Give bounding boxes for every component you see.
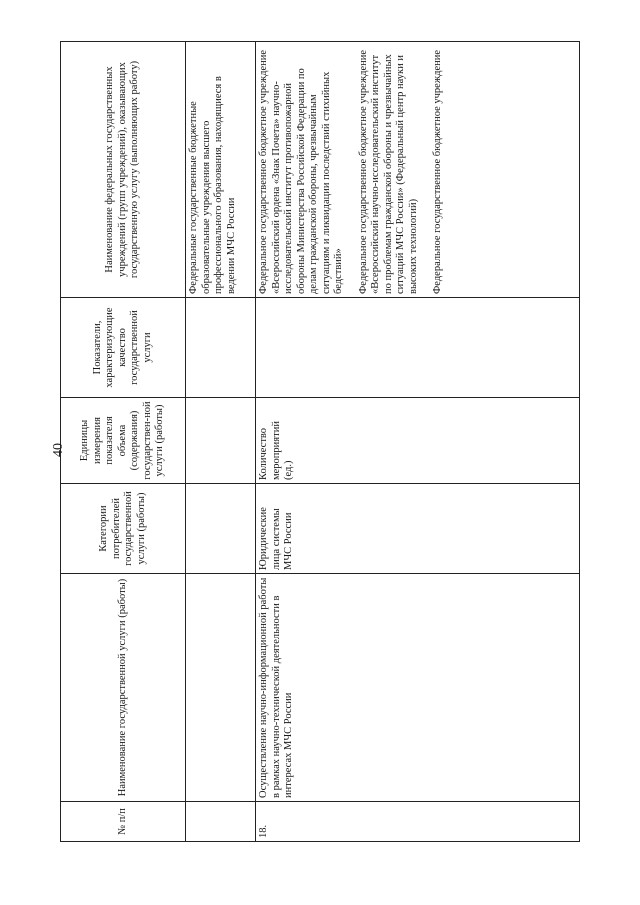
institution-text: Федеральные государственные бюджетные образовательные учреждения высшего профессионального образования, находящиеся в ведении МЧС России <box>188 76 237 294</box>
header-consumers: Категории потребителей государственной услуги (работы) <box>61 484 186 574</box>
header-num: № п/п <box>61 802 186 842</box>
cell-num <box>186 802 256 842</box>
cell-units <box>186 398 256 484</box>
cell-institutions <box>186 42 256 298</box>
table-row <box>256 42 580 842</box>
cell-consumers: Юридические лица системы МЧС России <box>256 484 580 574</box>
header-units: Единицы измерения показателя объема (содержания) государствен-ной услуги (работы) <box>61 398 186 484</box>
header-row <box>61 42 186 842</box>
cell-consumers <box>186 484 256 574</box>
rotated-page <box>60 42 580 842</box>
cell-units: Количество мероприятий (ед.) <box>256 398 580 484</box>
header-institutions: Наименование федеральных государственных учреждений (групп учреждений), оказывающих государственную услугу (выполняющих работу) <box>61 42 186 298</box>
table-container <box>60 42 580 842</box>
cell-quality <box>186 298 256 398</box>
cell-service <box>186 574 256 802</box>
table-row <box>186 42 256 842</box>
cell-institutions <box>256 42 580 298</box>
cell-service: Осуществление научно-информационной работы в рамках научно-технической деятельности в интересах МЧС России <box>256 574 580 802</box>
institution-text: Федеральное государственное бюджетное учреждение <box>432 49 443 294</box>
institution-text: Федеральное государственное бюджетное учреждение «Всероссийский научно-исследовательский институт по проблемам гражданской обороны и чрезвычайных ситуаций МЧС России» (Федеральный центр науки и высоких технологий) <box>357 49 419 294</box>
institution-text: Федеральное государственное бюджетное учреждение «Всероссийский ордена «Знак Почета» научно-исследовательский институт противопожарной обороны Министерства Российской Федерации по делам гражданской обороны, чрезвычайным ситуациям и ликвидации последствий стихийных бедствий» <box>258 49 344 294</box>
cell-quality <box>256 298 580 398</box>
page-number: 40 <box>51 443 66 457</box>
cell-num: 18. <box>256 802 580 842</box>
header-quality: Показатели, характеризующие качество государственной услуги <box>61 298 186 398</box>
header-service: Наименование государственной услуги (работы) <box>61 574 186 802</box>
services-table <box>60 41 580 842</box>
